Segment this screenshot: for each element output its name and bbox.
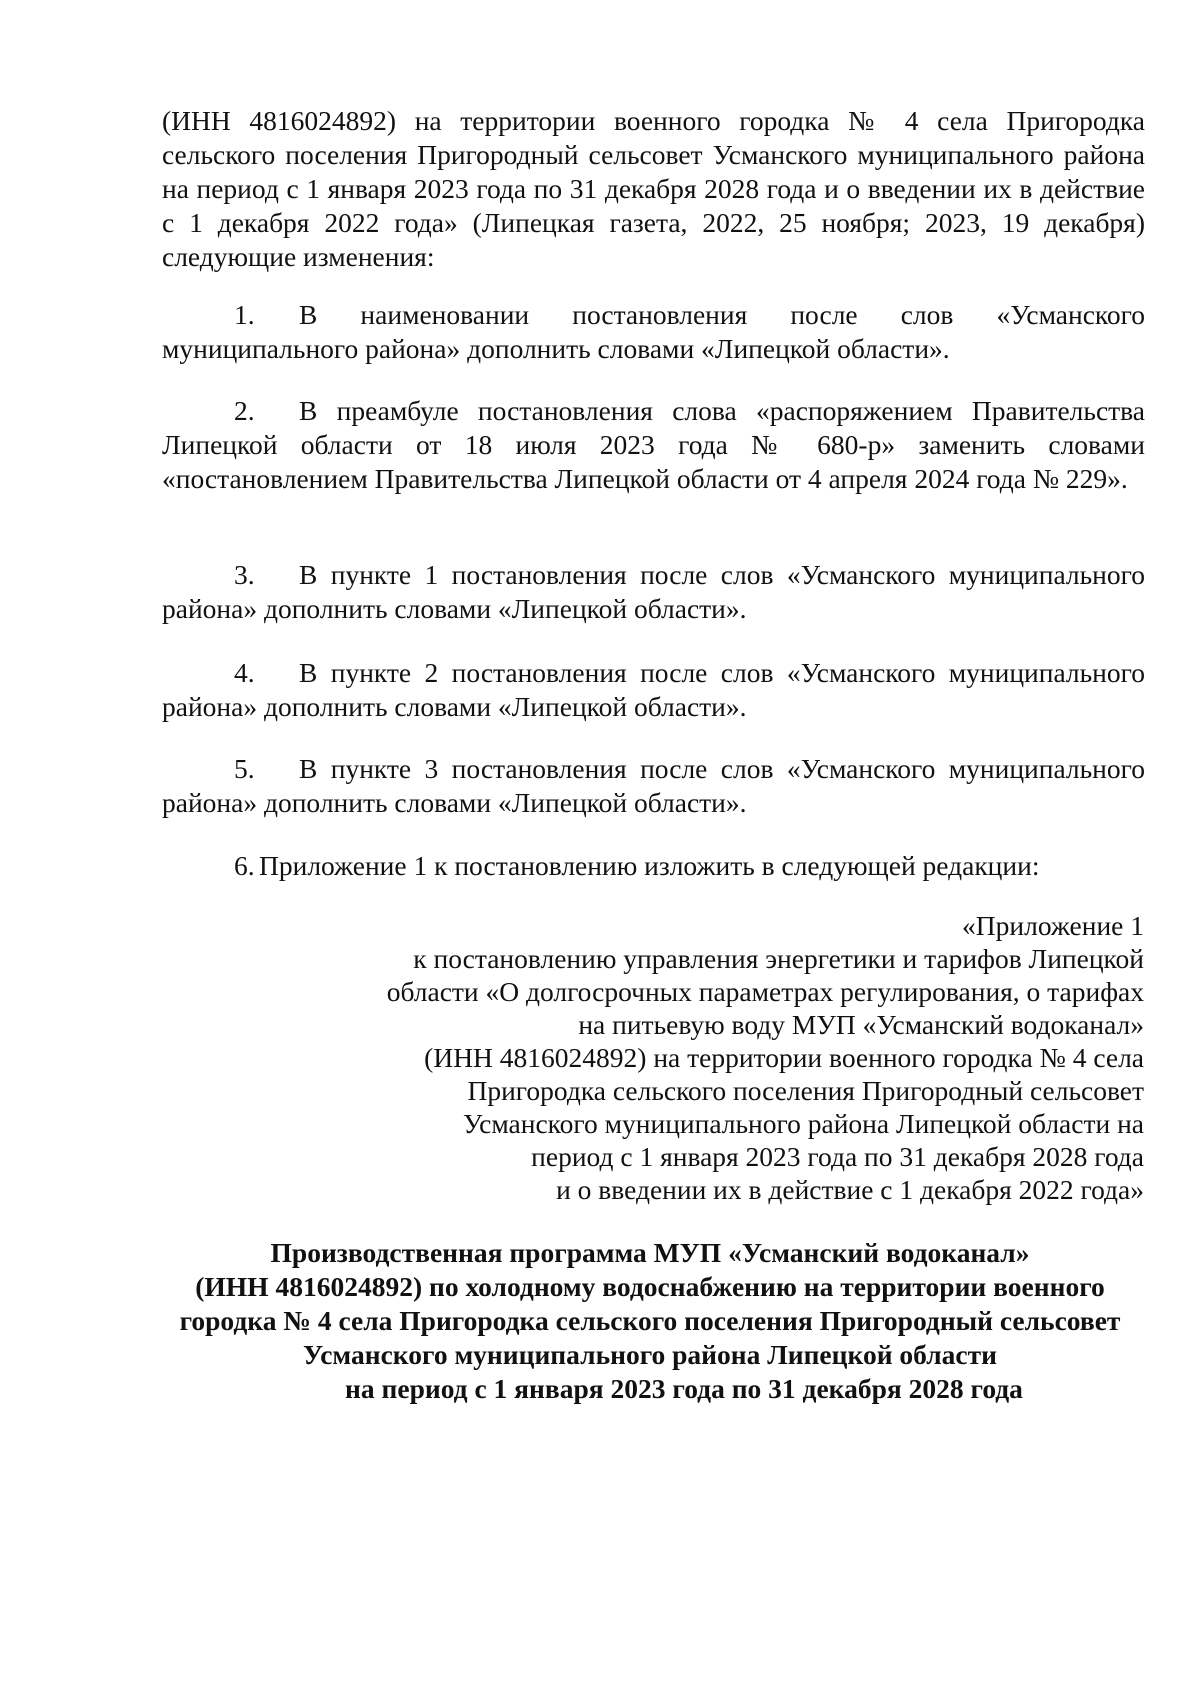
list-item-number: 6. [234,850,255,881]
appendix-header-line: на питьевую воду МУП «Усманский водоканал» [578,1009,1144,1040]
list-item-number: 4. [234,657,255,688]
appendix-header-line: и о введении их в действие с 1 декабря 2022 года» [556,1174,1144,1205]
intro-paragraph: (ИНН 4816024892) на территории военного городка № 4 села Пригородка сельского поселения Пригородный сельсовет Усманского муниципального района на период с 1 января 2023 года по 31 декабря 2028 года и о введении их в действие с 1 декабря 2022 года» (Липецкая газета, 2022, 25 ноября; 2023, 19 декабря) следующие изменения: [162,105,1145,272]
appendix-header-line: области «О долгосрочных параметрах регулирования, о тарифах [386,976,1144,1007]
list-item [162,558,1145,626]
appendix-header-line: Усманского муниципального района Липецкой области на [462,1108,1144,1139]
appendix-header-line: Пригородка сельского поселения Пригородный сельсовет [467,1075,1144,1106]
list-item-text: В пункте 2 постановления после слов «Усманского муниципального района» дополнить словами «Липецкой области». [162,657,1145,722]
list-item-text: В преамбуле постановления слова «распоряжением Правительства Липецкой области от 18 июля 2023 года № 680-р» заменить словами «постановлением Правительства Липецкой области от 4 апреля 2024 года № 229». [162,395,1145,494]
list-item-number: 5. [234,753,255,784]
list-item [162,849,1145,883]
program-title-line: (ИНН 4816024892) по холодному водоснабжению на территории военного [195,1271,1105,1302]
list-item-number: 3. [234,559,255,590]
list-item-number: 2. [234,395,255,426]
program-title-line: городка № 4 села Пригородка сельского поселения Пригородный сельсовет [179,1305,1121,1336]
appendix-header-line: «Приложение 1 [962,910,1144,941]
appendix-header-line: к постановлению управления энергетики и тарифов Липецкой [413,943,1144,974]
appendix-header-line: (ИНН 4816024892) на территории военного городка № 4 села [424,1042,1144,1073]
program-title-line: Усманского муниципального района Липецкой области [303,1339,997,1370]
program-title [150,1236,1150,1406]
program-title-line: Производственная программа МУП «Усманский водоканал» [270,1237,1030,1268]
list-item-text: В пункте 1 постановления после слов «Усманского муниципального района» дополнить словами «Липецкой области». [162,559,1145,624]
list-item [162,752,1145,820]
list-item [162,394,1145,496]
program-title-line: на период с 1 января 2023 года по 31 декабря 2028 года [345,1373,1023,1404]
list-item-number: 1. [234,299,255,330]
appendix-header [384,909,1144,1206]
list-item-text: Приложение 1 к постановлению изложить в следующей редакции: [259,850,1040,881]
list-item [162,298,1145,366]
appendix-header-line: период с 1 января 2023 года по 31 декабря 2028 года [531,1141,1144,1172]
list-item [162,656,1145,724]
list-item-text: В пункте 3 постановления после слов «Усманского муниципального района» дополнить словами «Липецкой области». [162,753,1145,818]
list-item-text: В наименовании постановления после слов «Усманского муниципального района» дополнить словами «Липецкой области». [162,299,1145,364]
